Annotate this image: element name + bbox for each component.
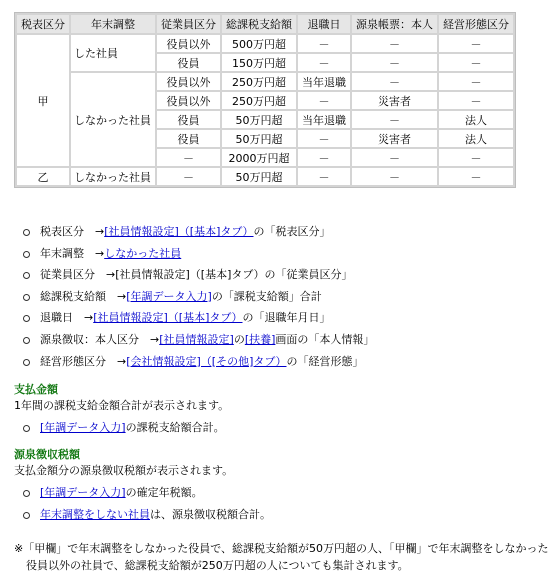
list-item [14,504,271,526]
cell-total-taxable: 50万円超 [222,168,296,185]
cell-retire-date: － [298,149,350,166]
cell-total-taxable: 500万円超 [222,35,296,52]
criteria-table [14,12,516,188]
tax-class-otsu: 乙 [17,168,69,185]
cell-retire-date: － [298,92,350,109]
list-item [14,243,374,265]
table-row [17,168,513,185]
cell-business-form: － [439,35,513,52]
tax-class-kou: 甲 [17,35,69,166]
withholding-tax-desc: 支払金額分の源泉徴収税額が表示されます。 [14,464,234,477]
cell-employee-class: 役員以外 [157,73,220,90]
col-header-business-form: 経営形態区分 [439,15,513,33]
link-year-end-data-entry[interactable]: [年調データ入力] [40,421,126,434]
cell-business-form: － [439,168,513,185]
item-text: 年末調整 → [40,246,105,260]
item-text: 退職日 → [40,311,94,325]
item-text: 税表区分 → [40,225,105,238]
col-header-withholding-self: 源泉帳票：本人 [352,15,437,33]
list-item [14,264,374,286]
table-row [17,35,513,52]
col-header-employee-class: 従業員区分 [157,15,220,33]
footnote-line: ※「甲欄」で年末調整をしなかった役員で、総課税支給額が50万円超の人、「甲欄」で年末調整をしなかった [14,542,549,555]
cell-business-form: － [439,149,513,166]
item-text: 総課税支給額 → [40,289,127,303]
cell-total-taxable: 150万円超 [222,54,296,71]
link-dependents[interactable]: [扶養] [244,332,276,346]
withholding-tax-section [14,447,271,525]
cell-employee-class: － [157,149,220,166]
item-text: 経営形態区分 → [40,354,127,368]
cell-retire-date: － [298,130,350,147]
cell-business-form: 法人 [439,130,513,147]
withholding-tax-heading: 源泉徴収税額 [14,448,80,461]
cell-employee-class: 役員 [157,54,220,71]
item-text: の課税支給額合計。 [125,421,225,434]
cell-withholding-self: 災害者 [352,92,437,109]
item-text: の「退職年月日」 [242,311,331,325]
link-company-settings-other[interactable]: [会社情報設定]（[その他]タブ） [126,354,287,368]
list-item [14,482,271,504]
link-employee-settings[interactable]: [社員情報設定] [159,332,234,346]
link-year-end-data-entry[interactable]: [年調データ入力] [126,289,212,303]
cell-business-form: 法人 [439,111,513,128]
item-text: の「税表区分」 [253,225,331,238]
table-row [17,73,513,90]
year-end-done: した社員 [71,35,155,71]
cell-retire-date: － [298,54,350,71]
cell-total-taxable: 250万円超 [222,73,296,90]
cell-retire-date: 当年退職 [298,111,350,128]
item-text: 源泉徴収：本人区分 → [40,332,160,346]
col-header-year-end: 年末調整 [71,15,155,33]
payment-amount-heading: 支払金額 [14,383,58,396]
item-text: の「課税支給額」合計 [211,289,322,303]
list-item [14,221,374,243]
link-year-end-data-entry[interactable]: [年調データ入力] [40,486,126,499]
cell-business-form: － [439,92,513,109]
link-employee-settings-basic[interactable]: [社員情報設定]（[基本]タブ） [93,311,243,325]
cell-employee-class: 役員 [157,130,220,147]
year-end-not-done: しなかった社員 [71,73,155,166]
cell-employee-class: 役員以外 [157,35,220,52]
cell-total-taxable: 2000万円超 [222,149,296,166]
cell-employee-class: 役員以外 [157,92,220,109]
cell-retire-date: － [298,168,350,185]
col-header-total-taxable: 総課税支給額 [222,15,296,33]
list-item [14,307,374,329]
cell-withholding-self: 災害者 [352,130,437,147]
list-item [14,329,374,351]
footnote-line: 役員以外の社員で、総課税支給額が250万円超の人についても集計されます。 [26,559,409,572]
item-text: の [233,332,245,346]
cell-business-form: － [439,73,513,90]
year-end-not-done: しなかった社員 [71,168,155,185]
list-item [14,351,374,373]
link-not-adjusted-employee[interactable]: しなかった社員 [104,246,182,260]
item-text: の確定年税額。 [125,486,203,499]
cell-employee-class: 役員 [157,111,220,128]
cell-withholding-self: － [352,168,437,185]
cell-retire-date: － [298,35,350,52]
item-text: 従業員区分 →[社員情報設定]（[基本]タブ）の「従業員区分」 [40,268,353,282]
col-header-retire-date: 退職日 [298,15,350,33]
footnote [14,540,554,574]
cell-withholding-self: － [352,73,437,90]
payment-amount-desc: 1年間の課税支給金額合計が表示されます。 [14,399,230,412]
cell-total-taxable: 250万円超 [222,92,296,109]
cell-total-taxable: 50万円超 [222,111,296,128]
list-item [14,286,374,308]
link-not-adjusted-employee[interactable]: 年末調整をしない社員 [40,507,150,521]
item-text: の「経営形態」 [286,354,364,368]
cell-business-form: － [439,54,513,71]
table-header-row [17,15,513,33]
list-item [14,417,229,439]
item-text: 画面の「本人情報」 [275,332,375,346]
col-header-tax-class: 税表区分 [17,15,69,33]
cell-employee-class: － [157,168,220,185]
criteria-list [14,221,374,372]
cell-retire-date: 当年退職 [298,73,350,90]
cell-withholding-self: － [352,111,437,128]
cell-withholding-self: － [352,149,437,166]
cell-withholding-self: － [352,54,437,71]
link-employee-settings-basic[interactable]: [社員情報設定]（[基本]タブ） [104,225,254,238]
cell-withholding-self: － [352,35,437,52]
payment-amount-section [14,382,229,439]
cell-total-taxable: 50万円超 [222,130,296,147]
item-text: は、源泉徴収税額合計。 [150,507,271,521]
